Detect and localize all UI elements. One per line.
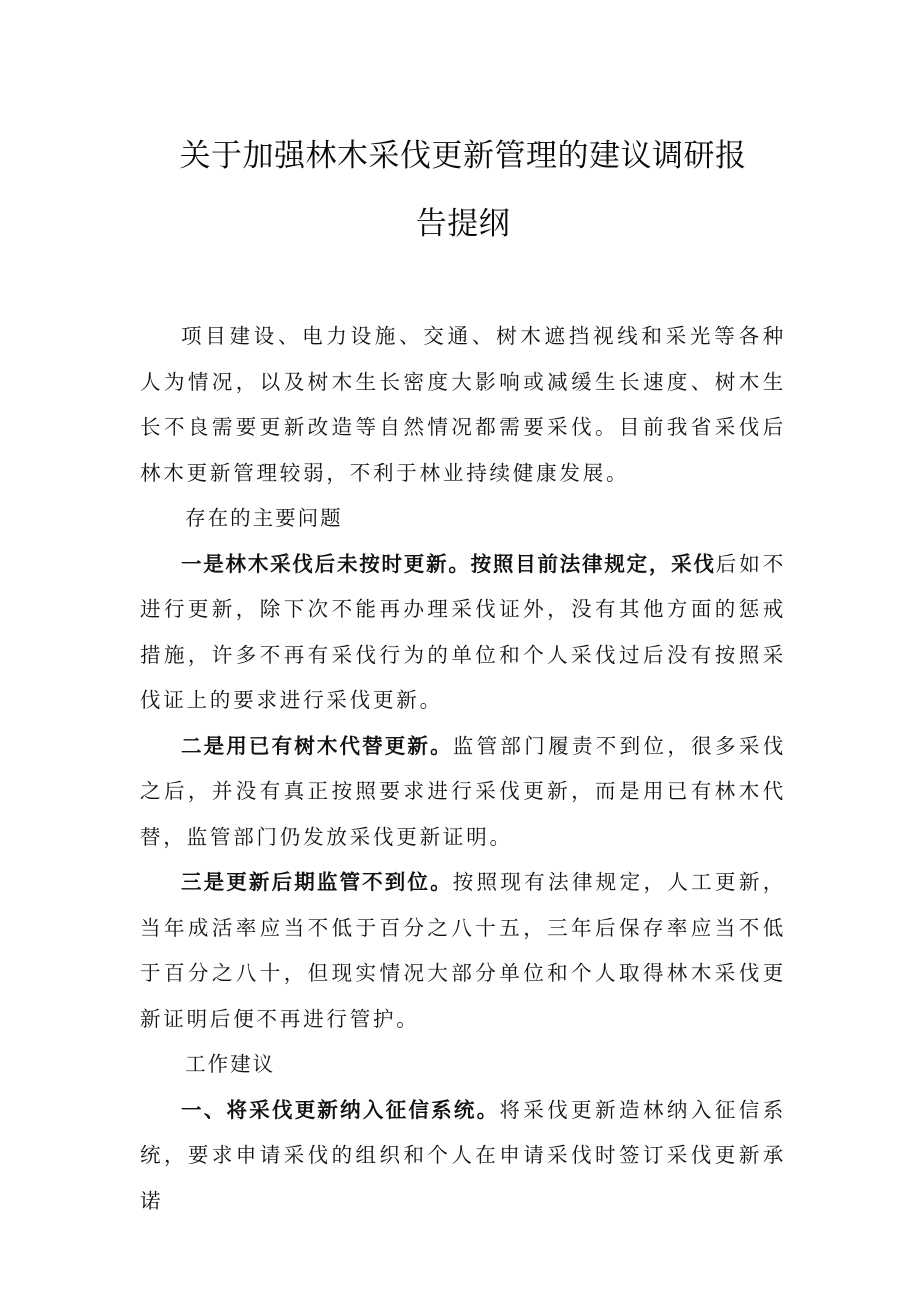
document-page bbox=[140, 140, 786, 1224]
problem-paragraph-2 bbox=[140, 724, 786, 861]
title-line-2: 告提纲 bbox=[415, 206, 511, 242]
suggestion-1-lead: 一、将采伐更新纳入征信系统。 bbox=[181, 1097, 500, 1122]
suggestion-1-text: 将采伐更新造林纳入征信系统，要求申请采伐的组织和个人在申请采伐时签订采伐更新承诺 bbox=[140, 1097, 786, 1213]
problem-paragraph-3 bbox=[140, 860, 786, 1042]
suggestion-paragraph-1 bbox=[140, 1088, 786, 1225]
problem-1-lead: 一是林木采伐后未按时更新。按照目前法律规定，采伐 bbox=[181, 551, 716, 576]
section-heading-problems: 存在的主要问题 bbox=[185, 506, 343, 530]
intro-paragraph: 项目建设、电力设施、交通、树木遮挡视线和采光等各种人为情况，以及树木生长密度大影响或减缓生长速度、树木生长不良需要更新改造等自然情况都需要采伐。目前我省采伐后林木更新管理较弱，不利于林业持续健康发展。 bbox=[140, 324, 786, 485]
problem-2-lead: 二是用已有树木代替更新。 bbox=[181, 733, 453, 758]
title-line-1: 关于加强林木采伐更新管理的建议调研报 bbox=[179, 138, 747, 174]
problem-3-text: 按照现有法律规定，人工更新，当年成活率应当不低于百分之八十五，三年后保存率应当不低于百分之八十，但现实情况大部分单位和个人取得林木采伐更新证明后便不再进行管护。 bbox=[140, 870, 787, 1031]
section-heading-suggestions: 工作建议 bbox=[185, 1052, 276, 1076]
document-title bbox=[140, 140, 786, 240]
problem-2-text: 监管部门履责不到位，很多采伐之后，并没有真正按照要求进行采伐更新，而是用已有林木代替，监管部门仍发放采伐更新证明。 bbox=[140, 733, 787, 849]
problem-3-lead: 三是更新后期监管不到位。 bbox=[181, 870, 453, 894]
problem-paragraph-1 bbox=[140, 542, 786, 724]
document-body bbox=[140, 314, 786, 1224]
problem-1-text: 后如不进行更新，除下次不能再办理采伐证外，没有其他方面的惩戒措施，许多不再有采伐行为的单位和个人采伐过后没有按照采伐证上的要求进行采伐更新。 bbox=[140, 551, 786, 712]
